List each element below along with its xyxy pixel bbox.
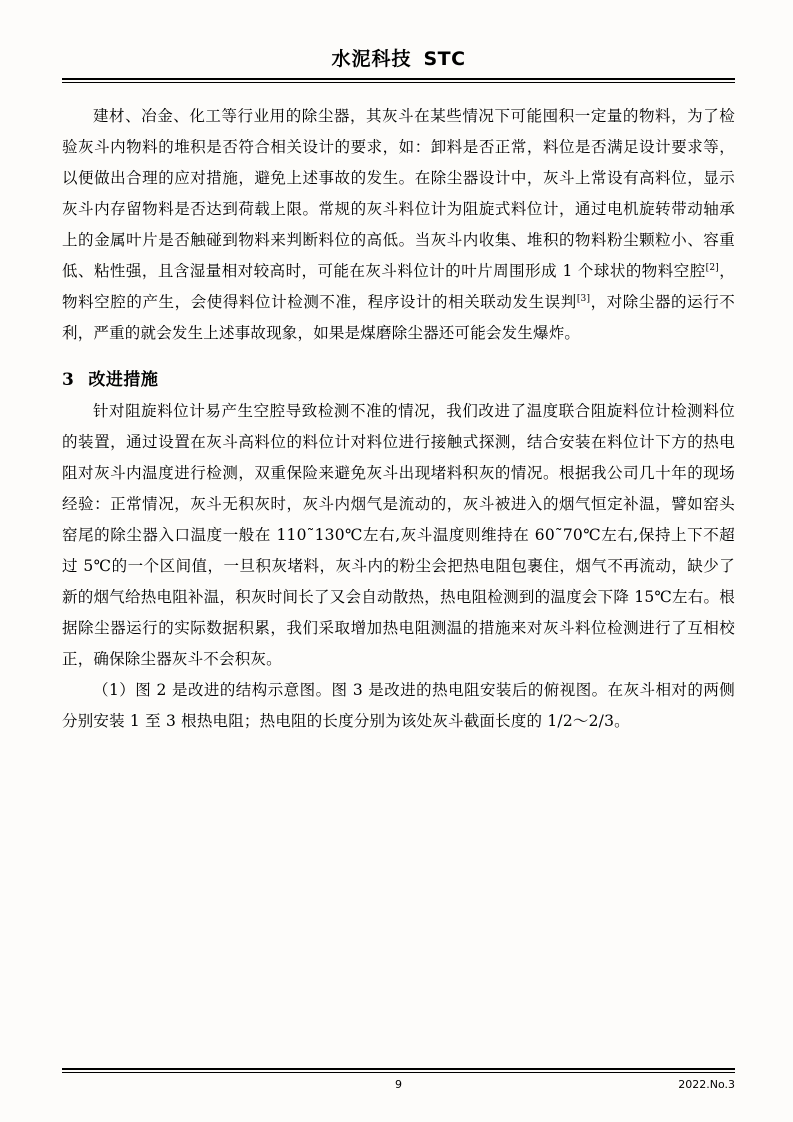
paragraph-intro-text-1: 建材、冶金、化工等行业用的除尘器，其灰斗在某些情况下可能囤积一定量的物料，为了检验灰斗内物料的堆积是否符合相关设计的要求，如：卸料是否正常，料位是否满足设计要求等，以便做出合理的应对措施，避免上述事故的发生。在除尘器设计中，灰斗上常设有高料位，显示灰斗内存留物料是否达到荷载上限。常规的灰斗料位计为阻旋式料位计，通过电机旋转带动轴承上的金属叶片是否触碰到物料来判断料位的高低。当灰斗内收集、堆积的物料粉尘颗粒小、容重低、粘性强，且含湿量相对较高时，可能在灰斗料位计的叶片周围形成 1 个球状的物料空腔 [62, 107, 735, 280]
footer-rule-thin [62, 1072, 735, 1073]
document-body [62, 101, 735, 737]
paragraph-item-1: （1）图 2 是改进的结构示意图。图 3 是改进的热电阻安装后的俯视图。在灰斗相对的两侧分别安装 1 至 3 根热电阻；热电阻的长度分别为该处灰斗截面长度的 1/2～2/3。 [62, 681, 735, 730]
page-content-area [62, 0, 735, 1122]
journal-title-cn: 水泥科技 [331, 48, 412, 70]
section-number-3: 3 [62, 370, 75, 390]
journal-title [331, 44, 465, 71]
paragraph-intro [62, 101, 735, 349]
citation-ref-3: [3] [576, 293, 591, 304]
footer-rule-thick [62, 1068, 735, 1070]
citation-ref-2: [2] [705, 262, 720, 273]
section-title-3: 改进措施 [88, 370, 159, 390]
section-heading-3 [62, 365, 735, 390]
page-footer [62, 1068, 735, 1094]
header-rule-thick [62, 78, 735, 80]
page-header [62, 0, 735, 83]
page-number: 9 [395, 1078, 402, 1091]
paragraph-intro-text-3: ，对除尘器的运行不利，严重的就会发生上述事故现象，如果是煤磨除尘器还可能会发生爆炸。 [62, 293, 735, 342]
header-rule-thin [62, 82, 735, 83]
journal-title-en: STC [423, 48, 466, 70]
paragraph-intro-text-2: ，物料空腔的产生，会使得料位计检测不准，程序设计的相关联动发生误判 [62, 262, 736, 311]
footer-row [62, 1078, 735, 1094]
paragraph-improvement: 针对阻旋料位计易产生空腔导致检测不准的情况，我们改进了温度联合阻旋料位计检测料位的装置，通过设置在灰斗高料位的料位计对料位进行接触式探测，结合安装在料位计下方的热电阻对灰斗内温度进行检测，双重保险来避免灰斗出现堵料积灰的情况。根据我公司几十年的现场经验：正常情况，灰斗无积灰时，灰斗内烟气是流动的，灰斗被进入的烟气恒定补温，譬如窑头窑尾的除尘器入口温度一般在 110˜130℃左右,灰斗温度则维持在 60˜70℃左右,保持上下不超过 5℃的一个区间值，一旦积灰堵料，灰斗内的粉尘会把热电阻包裹住，烟气不再流动，缺少了新的烟气给热电阻补温，积灰时间长了又会自动散热，热电阻检测到的温度会下降 15℃左右。根据除尘器运行的实际数据积累，我们采取增加热电阻测温的措施来对灰斗料位检测进行了互相校正，确保除尘器灰斗不会积灰。 [62, 402, 735, 668]
issue-label: 2022.No.3 [678, 1078, 735, 1091]
